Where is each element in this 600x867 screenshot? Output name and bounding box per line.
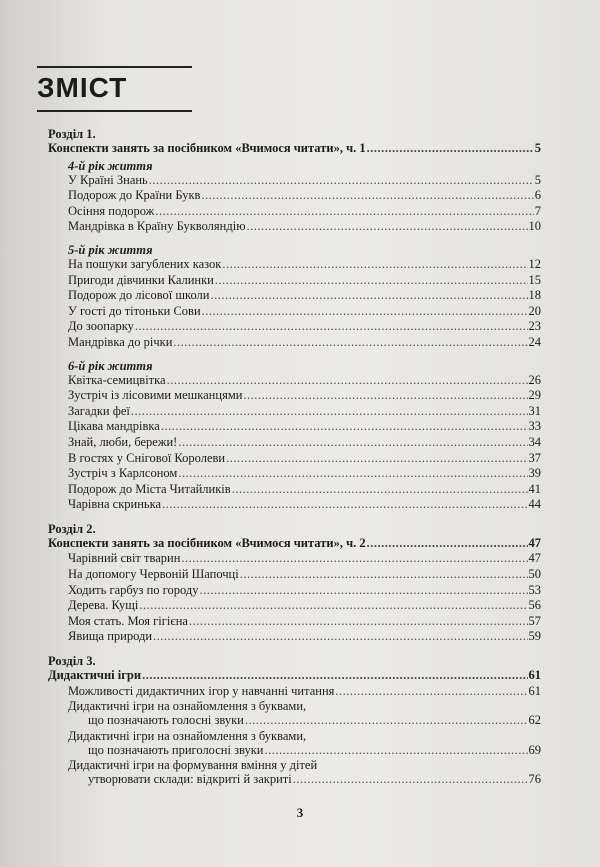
entry-title: Явища природи [68,629,153,644]
entry-title: У Країні Знань [68,172,148,187]
dot-leader [240,567,528,583]
dot-leader [149,173,534,189]
page-title: ЗМІСТ [37,72,128,103]
toc-entry [48,319,541,335]
entry-page: 57 [528,613,541,628]
toc-entry [48,729,541,759]
entry-page: 61 [528,683,541,698]
entry-title: Дерева. Кущі [68,598,139,613]
toc-entry [48,173,541,189]
entry-page: 69 [528,742,541,757]
age-heading: 4-й рік життя [68,158,153,173]
toc-entry [48,583,541,599]
toc-entry [48,497,541,513]
entry-page: 18 [528,288,541,303]
entry-page: 5 [534,141,541,155]
dot-leader [153,629,527,645]
dot-leader [335,684,527,700]
dot-leader [222,257,527,273]
entry-title: Ходить гарбуз по городу [68,582,199,597]
dot-leader [265,743,528,759]
toc-entry [48,758,541,788]
entry-page: 47 [528,535,541,550]
age-heading: 6-й рік життя [68,358,153,373]
entry-page: 15 [528,272,541,287]
toc-entry [48,335,541,351]
toc-entry [48,684,541,700]
toc-entry [48,482,541,498]
entry-title-line2 [68,743,541,759]
dot-leader [245,713,528,729]
entry-title: Мандрівка в Країну Букволяндію [68,219,246,234]
dot-leader [162,497,527,513]
entry-page: 20 [528,303,541,318]
dot-leader [202,304,528,320]
age-heading: 5-й рік життя [68,242,153,257]
dot-leader [215,273,528,289]
entry-page: 7 [534,203,541,218]
entry-title: Подорож до лісової школи [68,288,210,303]
entry-page: 56 [528,598,541,613]
entry-page: 39 [528,466,541,481]
entry-page: 12 [528,256,541,271]
toc-entry [48,614,541,630]
dot-leader [189,614,528,630]
dot-leader [293,772,528,788]
section-heading [48,536,541,552]
toc-entry [48,257,541,273]
section-label: Розділ 2. [48,521,96,536]
dot-leader [173,335,527,351]
dot-leader [178,466,527,482]
dot-leader [139,598,527,614]
entry-title: що позначають приголосні звуки [88,742,264,757]
section-heading [48,141,541,157]
toc-entry [48,435,541,451]
dot-leader [201,188,533,204]
entry-page: 37 [528,450,541,465]
toc-entry [48,404,541,420]
title-rule-top [37,66,192,68]
entry-page: 10 [528,219,541,234]
dot-leader [367,536,528,552]
toc-entry [48,451,541,467]
entry-title: Подорож до Міста Читайликів [68,481,231,496]
dot-leader [226,451,527,467]
entry-title: Пригоди дівчинки Калинки [68,272,214,287]
dot-leader [178,435,527,451]
dot-leader [210,288,527,304]
toc-entry [48,273,541,289]
entry-page: 61 [528,668,541,683]
toc-section [48,655,541,788]
entry-page: 5 [534,172,541,187]
section-heading [48,668,541,684]
entry-title: Моя стать. Моя гігієна [68,613,188,628]
entry-title: Осіння подорож [68,203,155,218]
entry-title: Мандрівка до річки [68,334,173,349]
toc-entry [48,219,541,235]
toc-entry [48,388,541,404]
age-group [48,243,541,351]
dot-leader [199,583,527,599]
entry-title: Загадки феї [68,403,130,418]
section-label: Розділ 3. [48,654,96,669]
entry-page: 47 [528,551,541,566]
dot-leader [247,219,528,235]
toc-entry [48,551,541,567]
title-rule-bottom [37,110,192,112]
age-group [48,159,541,235]
dot-leader [161,419,528,435]
dot-leader [232,482,528,498]
entry-page: 76 [528,772,541,787]
age-group [48,359,541,513]
entry-title: На допомогу Червоній Шапочці [68,567,239,582]
toc-entry [48,699,541,729]
entry-title: На пошуки загублених казок [68,256,222,271]
entry-page: 41 [528,481,541,496]
entry-title: Конспекти занять за посібником «Вчимося читати», ч. 2 [48,535,366,550]
entry-title: Зустріч із лісовими мешканцями [68,388,243,403]
entry-page: 29 [528,388,541,403]
entry-page: 62 [528,713,541,728]
section-label: Розділ 1. [48,127,96,141]
entry-title-line1: Дидактичні ігри на формування вміння у дітей [68,758,318,773]
dot-leader [155,204,533,220]
toc-entry [48,288,541,304]
entry-title: Конспекти занять за посібником «Вчимося читати», ч. 1 [48,141,366,155]
entry-title-line1: Дидактичні ігри на ознайомлення з буквами, [68,699,307,714]
entry-title: Дидактичні ігри [48,668,142,683]
entry-title: Чарівний світ тварин [68,551,181,566]
dot-leader [367,141,534,157]
entry-page: 44 [528,497,541,512]
entry-title: Чарівна скринька [68,497,162,512]
entry-page: 33 [528,419,541,434]
table-of-contents [48,128,541,798]
entry-title: В гостях у Снігової Королеви [68,450,226,465]
entry-page: 34 [528,434,541,449]
entry-title-line2 [68,713,541,729]
dot-leader [135,319,528,335]
dot-leader [142,668,527,684]
dot-leader [181,551,527,567]
entry-page: 26 [528,372,541,387]
entry-page: 6 [534,188,541,203]
toc-entry [48,567,541,583]
entry-title: Квітка-семицвітка [68,372,166,387]
toc-entry [48,304,541,320]
toc-entry [48,419,541,435]
toc-section [48,128,541,513]
toc-entry [48,629,541,645]
entry-title: Зустріч з Карлсоном [68,466,178,481]
toc-entry [48,466,541,482]
entry-title: Можливості дидактичних ігор у навчанні читання [68,683,335,698]
entry-title: У гості до тітоньки Сови [68,303,201,318]
toc-entry [48,204,541,220]
entry-page: 50 [528,567,541,582]
dot-leader [131,404,528,420]
entry-title: Цікава мандрівка [68,419,160,434]
entry-page: 31 [528,403,541,418]
entry-title: Знай, люби, бережи! [68,434,178,449]
toc-section [48,523,541,645]
entry-page: 53 [528,582,541,597]
dot-leader [243,388,527,404]
page-number: 3 [296,805,304,820]
entry-title: До зоопарку [68,319,134,334]
toc-entry [48,188,541,204]
toc-entry [48,598,541,614]
entry-page: 23 [528,319,541,334]
entry-page: 59 [528,629,541,644]
entry-title-line1: Дидактичні ігри на ознайомлення з буквами, [68,728,307,743]
toc-entry [48,373,541,389]
entry-title: утворювати склади: відкриті й закриті [88,772,292,787]
entry-title-line2 [68,772,541,788]
entry-title: що позначають голосні звуки [88,713,244,728]
dot-leader [167,373,528,389]
entry-page: 24 [528,334,541,349]
entry-title: Подорож до Країни Букв [68,188,201,203]
